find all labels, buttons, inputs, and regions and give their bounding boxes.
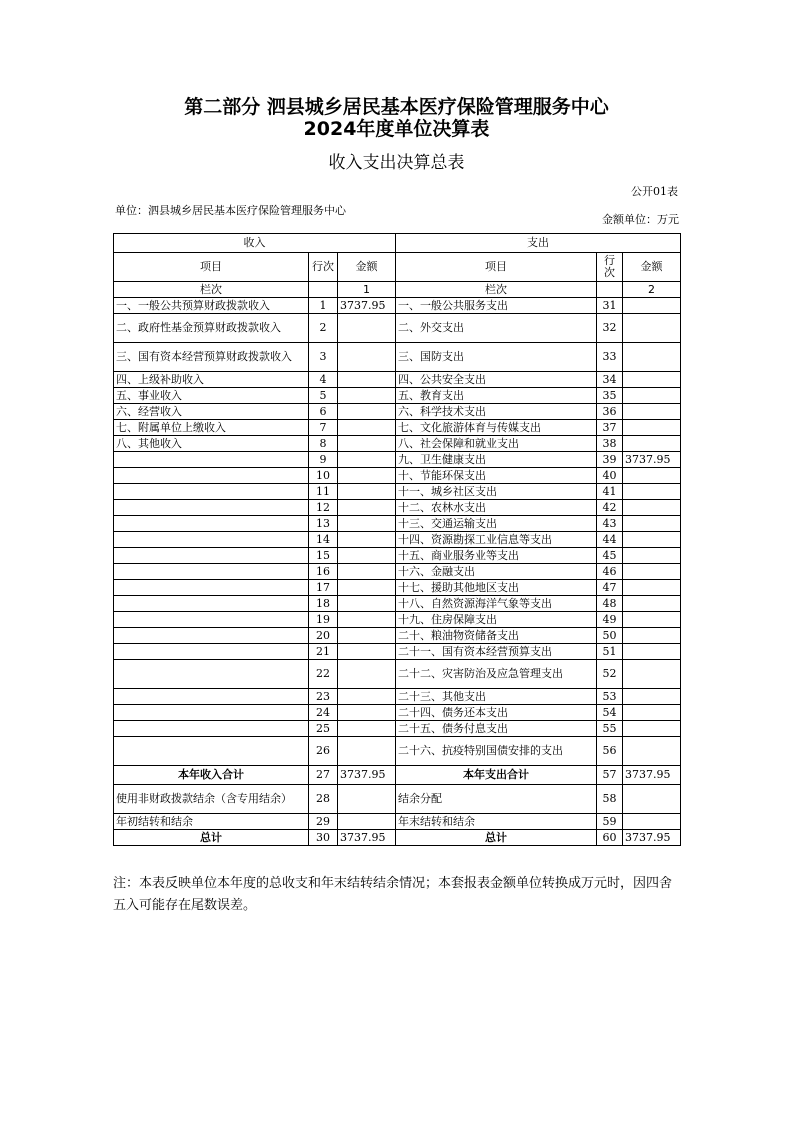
income-item [114,660,309,689]
income-amount [338,564,396,580]
expense-item: 七、文化旅游体育与传媒支出 [396,420,597,436]
expense-amount [623,372,681,388]
col1-label: 1 [338,282,396,298]
income-line-no: 18 [309,596,338,612]
income-line-no: 22 [309,660,338,689]
expense-total-no: 57 [597,766,623,785]
income-line-no: 6 [309,404,338,420]
expense-item: 十五、商业服务业等支出 [396,548,597,564]
surplus-distribution-no: 58 [597,785,623,814]
empty-cell [309,282,338,298]
table-row [114,404,681,420]
expense-item: 十一、城乡社区支出 [396,484,597,500]
income-item: 七、附属单位上缴收入 [114,420,309,436]
grand-total-expense-label: 总计 [396,830,597,846]
income-item [114,628,309,644]
income-item: 四、上级补助收入 [114,372,309,388]
income-amount [338,314,396,343]
income-line-no: 26 [309,737,338,766]
grand-total-expense-amount: 3737.95 [623,830,681,846]
income-line-no: 23 [309,689,338,705]
income-line-no: 10 [309,468,338,484]
expense-item: 二十、粮油物资储备支出 [396,628,597,644]
expense-item: 十六、金融支出 [396,564,597,580]
expense-amount [623,737,681,766]
income-line-no: 2 [309,314,338,343]
expense-item: 二、外交支出 [396,314,597,343]
expense-amount [623,500,681,516]
expense-line-no: 54 [597,705,623,721]
expense-amount [623,388,681,404]
expense-amount [623,484,681,500]
expense-item: 三、国防支出 [396,343,597,372]
expense-item: 九、卫生健康支出 [396,452,597,468]
income-line-no: 19 [309,612,338,628]
income-item [114,596,309,612]
closing-balance-label: 年末结转和结余 [396,814,597,830]
expense-total-amount: 3737.95 [623,766,681,785]
income-item [114,737,309,766]
table-row [114,689,681,705]
surplus-distribution-label: 结余分配 [396,785,597,814]
expense-item: 八、社会保障和就业支出 [396,436,597,452]
expense-line-no: 50 [597,628,623,644]
income-line-no: 9 [309,452,338,468]
empty-cell [623,814,681,830]
income-item [114,612,309,628]
amount-unit: 金额单位：万元 [602,213,679,226]
income-item: 二、政府性基金预算财政拨款收入 [114,314,309,343]
col2-label: 2 [623,282,681,298]
table-row [114,564,681,580]
table-row [114,628,681,644]
expense-line-no: 34 [597,372,623,388]
expense-line-no: 40 [597,468,623,484]
table-row [114,580,681,596]
income-line-no: 21 [309,644,338,660]
income-item: 五、事业收入 [114,388,309,404]
page-title-line1: 第二部分 泗县城乡居民基本医疗保险管理服务中心 [184,96,609,118]
expense-amount [623,580,681,596]
expense-item: 十四、资源勘探工业信息等支出 [396,532,597,548]
expense-total-label: 本年支出合计 [396,766,597,785]
expense-line-no: 47 [597,580,623,596]
table-row [114,314,681,343]
income-amount [338,516,396,532]
expense-line-no: 45 [597,548,623,564]
income-amount [338,436,396,452]
income-item [114,500,309,516]
expense-line-no: 43 [597,516,623,532]
income-line-no: 8 [309,436,338,452]
income-amount [338,644,396,660]
expense-amount [623,436,681,452]
expense-amount [623,314,681,343]
income-item [114,689,309,705]
unit-label: 单位：泗县城乡居民基本医疗保险管理服务中心 [115,204,346,217]
expense-item: 二十四、债务还本支出 [396,705,597,721]
expense-line-no: 38 [597,436,623,452]
income-item [114,564,309,580]
income-column-label: 栏次 [114,282,309,298]
income-item [114,580,309,596]
table-row [114,737,681,766]
table-row [114,372,681,388]
income-line-no: 25 [309,721,338,737]
expense-item: 二十三、其他支出 [396,689,597,705]
expense-amount [623,420,681,436]
income-amount [338,721,396,737]
income-expense-table [113,233,681,846]
income-line-no: 11 [309,484,338,500]
expense-line-no: 41 [597,484,623,500]
expense-item: 十九、住房保障支出 [396,612,597,628]
expense-line-no: 39 [597,452,623,468]
non-fiscal-balance-label: 使用非财政拨款结余（含专用结余） [114,785,309,814]
table-row [114,500,681,516]
table-row [114,705,681,721]
table-row [114,343,681,372]
income-amount [338,737,396,766]
income-item [114,644,309,660]
income-amount [338,372,396,388]
income-item: 八、其他收入 [114,436,309,452]
income-amount [338,705,396,721]
income-line-no: 16 [309,564,338,580]
expense-item: 十八、自然资源海洋气象等支出 [396,596,597,612]
expense-item: 五、教育支出 [396,388,597,404]
income-amount-header: 金额 [338,253,396,282]
expense-amount [623,548,681,564]
income-amount [338,484,396,500]
expense-line-no: 55 [597,721,623,737]
expense-item: 二十六、抗疫特别国债安排的支出 [396,737,597,766]
income-amount [338,548,396,564]
footnote: 注：本表反映单位本年度的总收支和年末结转结余情况；本套报表金额单位转换成万元时，因四舍五入可能存在尾数误差。 [113,876,673,913]
income-line-no: 1 [309,298,338,314]
table-row [114,388,681,404]
expense-amount [623,628,681,644]
income-line-no: 5 [309,388,338,404]
expense-amount [623,343,681,372]
expense-item: 一、一般公共服务支出 [396,298,597,314]
income-amount [338,343,396,372]
expense-amount [623,689,681,705]
table-row [114,721,681,737]
expense-line-no: 51 [597,644,623,660]
table-row [114,532,681,548]
expense-column-label: 栏次 [396,282,597,298]
income-amount [338,500,396,516]
income-item [114,548,309,564]
income-item [114,721,309,737]
expense-item: 二十五、债务付息支出 [396,721,597,737]
expense-line-no: 56 [597,737,623,766]
income-amount [338,628,396,644]
expense-item: 十二、农林水支出 [396,500,597,516]
table-row [114,516,681,532]
expense-line-no: 35 [597,388,623,404]
income-item: 六、经营收入 [114,404,309,420]
expense-line-no: 48 [597,596,623,612]
table-row [114,548,681,564]
expense-line-no: 42 [597,500,623,516]
income-item: 一、一般公共预算财政拨款收入 [114,298,309,314]
grand-total-income-label: 总计 [114,830,309,846]
income-line-no: 7 [309,420,338,436]
income-amount [338,420,396,436]
expense-item: 二十二、灾害防治及应急管理支出 [396,660,597,689]
empty-cell [338,785,396,814]
income-item [114,532,309,548]
income-item: 三、国有资本经营预算财政拨款收入 [114,343,309,372]
expense-amount [623,612,681,628]
expense-line-no: 32 [597,314,623,343]
expense-item: 十七、援助其他地区支出 [396,580,597,596]
expense-amount [623,660,681,689]
income-line-no: 13 [309,516,338,532]
income-line-no: 20 [309,628,338,644]
expense-item: 四、公共安全支出 [396,372,597,388]
expense-line-no: 52 [597,660,623,689]
income-header: 收入 [114,234,396,253]
table-row [114,644,681,660]
expense-amount [623,721,681,737]
expense-amount [623,468,681,484]
expense-item: 六、科学技术支出 [396,404,597,420]
table-row [114,612,681,628]
expense-item-header: 项目 [396,253,597,282]
income-amount [338,468,396,484]
table-row [114,436,681,452]
income-amount [338,404,396,420]
expense-amount [623,516,681,532]
table-row [114,420,681,436]
income-amount [338,580,396,596]
grand-total-income-amount: 3737.95 [338,830,396,846]
table-row [114,468,681,484]
empty-cell [597,282,623,298]
income-line-no: 24 [309,705,338,721]
income-item [114,468,309,484]
page-title-line2: 2024年度单位决算表 [303,118,490,140]
income-line-no: 17 [309,580,338,596]
expense-line-no: 53 [597,689,623,705]
expense-line-no: 44 [597,532,623,548]
income-amount [338,612,396,628]
table-row [114,596,681,612]
expense-amount-header: 金额 [623,253,681,282]
expense-amount: 3737.95 [623,452,681,468]
income-item [114,705,309,721]
expense-line-no: 36 [597,404,623,420]
expense-line-no: 31 [597,298,623,314]
empty-cell [338,814,396,830]
expense-amount [623,298,681,314]
empty-cell [623,785,681,814]
income-amount [338,689,396,705]
income-total-amount: 3737.95 [338,766,396,785]
table-row [114,452,681,468]
expense-item: 二十一、国有资本经营预算支出 [396,644,597,660]
table-subtitle: 收入支出决算总表 [328,153,465,173]
expense-line-no: 33 [597,343,623,372]
expense-amount [623,705,681,721]
income-amount: 3737.95 [338,298,396,314]
table-row [114,660,681,689]
table-row [114,484,681,500]
opening-balance-label: 年初结转和结余 [114,814,309,830]
income-line-no: 3 [309,343,338,372]
income-amount [338,660,396,689]
income-amount [338,388,396,404]
income-total-label: 本年收入合计 [114,766,309,785]
grand-total-expense-no: 60 [597,830,623,846]
table-row [114,298,681,314]
grand-total-income-no: 30 [309,830,338,846]
expense-line-no: 37 [597,420,623,436]
expense-header: 支出 [396,234,681,253]
income-lineno-header: 行次 [309,253,338,282]
income-line-no: 15 [309,548,338,564]
expense-amount [623,532,681,548]
expense-amount [623,644,681,660]
expense-amount [623,564,681,580]
income-total-no: 27 [309,766,338,785]
income-item [114,484,309,500]
expense-amount [623,596,681,612]
income-amount [338,596,396,612]
form-number: 公开01表 [631,185,678,198]
expense-line-no: 46 [597,564,623,580]
income-amount [338,532,396,548]
income-item-header: 项目 [114,253,309,282]
income-line-no: 14 [309,532,338,548]
opening-balance-no: 29 [309,814,338,830]
income-amount [338,452,396,468]
closing-balance-no: 59 [597,814,623,830]
expense-item: 十三、交通运输支出 [396,516,597,532]
income-item [114,516,309,532]
expense-amount [623,404,681,420]
expense-item: 十、节能环保支出 [396,468,597,484]
income-line-no: 4 [309,372,338,388]
non-fiscal-balance-no: 28 [309,785,338,814]
expense-lineno-header: 行次 [597,253,623,282]
expense-line-no: 49 [597,612,623,628]
income-line-no: 12 [309,500,338,516]
income-item [114,452,309,468]
